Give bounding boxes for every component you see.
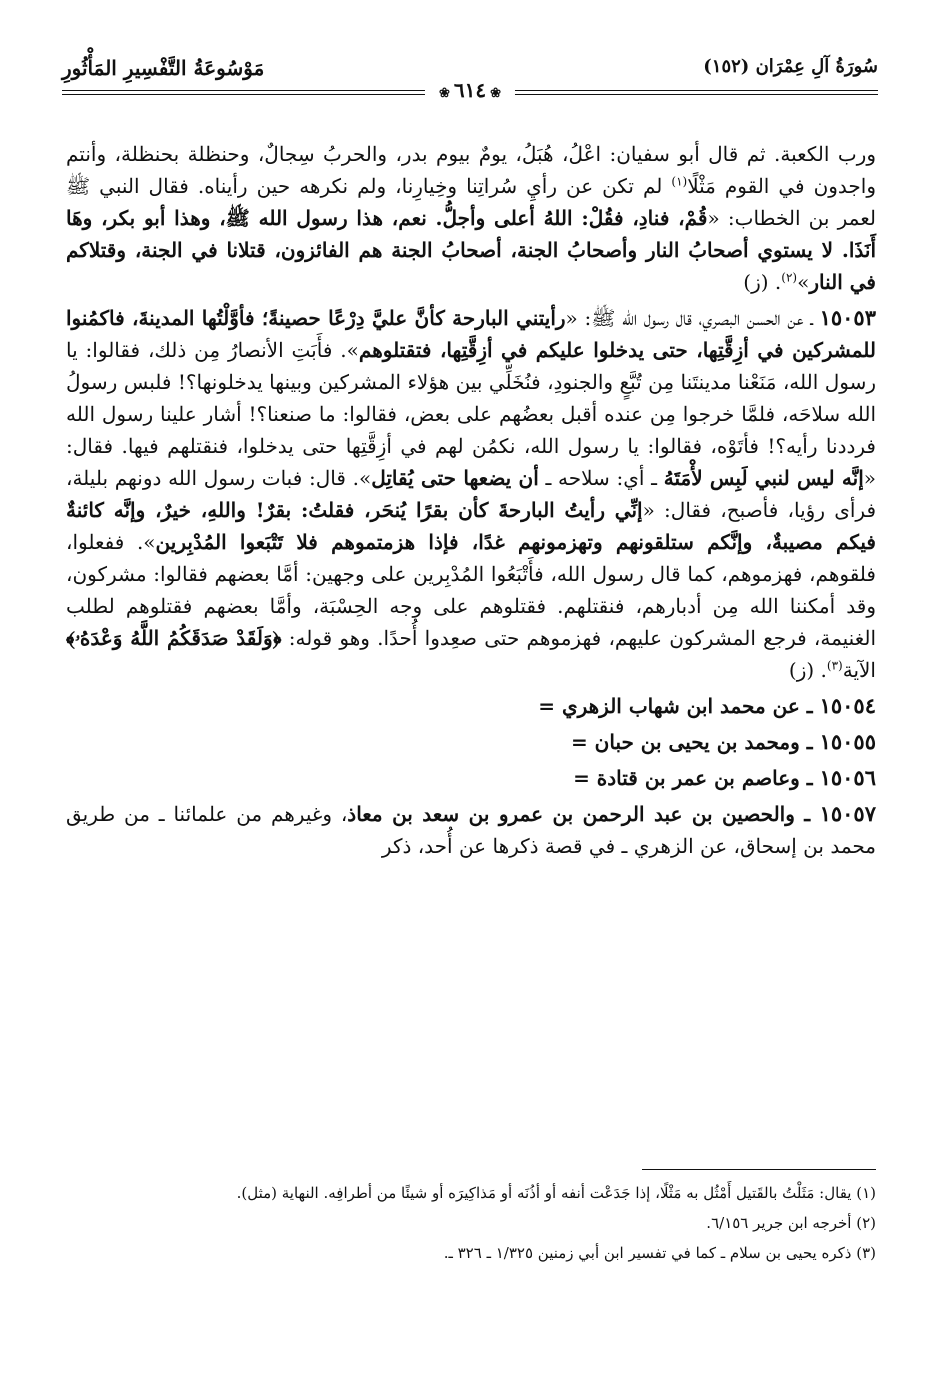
text-run: ورب الكعبة. ثم قال أبو سفيان: اعْلُ، هُبَلُ، يومٌ بيوم بدر، والحربُ سِجالٌ، وحنظلة بحنظلة، وأنتم واجدون في القوم مَثْلًا (66, 142, 877, 198)
hadith-text: رأيتني البارحة كأنَّ عليَّ دِرْعًا حصينةً؛ فأوَّلْتُها المدينةَ، فاكمُنوا للمشركين في أزِقَّتِها، حتى يدخلوا عليكم في أزِقَّتِها، فتقتلوهم (66, 306, 877, 362)
text-run: ، وغيرهم من علمائنا ـ من طريق محمد بن إسحاق، عن الزهري ـ في قصة ذكرها عن أُحد، ذكر (66, 802, 876, 858)
text-run: . (ز) (743, 270, 782, 294)
narration-number: ١٥٠٥٧ (819, 801, 876, 826)
narration-15056 (66, 762, 876, 794)
footnotes (66, 1180, 876, 1270)
narration-number: ١٥٠٥٦ (819, 765, 876, 790)
narration-number: ١٥٠٥٣ (819, 305, 876, 330)
text-run: الآية (842, 658, 876, 682)
text-run: لم تكن عن رأيِ سُراتِنا وخِيارِنا، ولم نكرهه حين رأيناه. فقال النبي ﷺ لعمر بن الخطاب: « (66, 174, 876, 230)
footnote-2: (٢) أخرجه ابن جرير ٦/١٥٦. (706, 1214, 876, 1232)
footnote-ref[interactable]: (٣) (826, 658, 843, 673)
narration-15057 (66, 798, 876, 862)
hadith-text: قُمْ، فنادِ، فقُلْ: اللهُ أعلى وأجلُّ. نعم، هذا رسول الله ﷺ، وهذا أبو بكر، وهَا أَنَذَا. لا يستوي أصحابُ النار وأصحابُ الجنة، أصحابُ الجنة هم الفائزون، قتلانا في الجنة، وقتلاكم في النار (66, 206, 876, 294)
text-run: » (797, 270, 810, 294)
text-run: ». ففعلوا، فلقوهم، فهزموهم، كما قال رسول الله، فأَتْبَعُوا المُدْبِرين على وجهين: أمَّا بعضهم فقالوا: مشركون، وقد أمكننا الله مِن أدبارهم، فنقتلهم. فقتلوهم على وجه الحِسْبَة، وأمَّا بعضهم فقتلوهم لطلب الغنيمة، فرجع المشركون عليهم، فهزموهم حتى صعِدوا أُحدًا. وهو قوله: (66, 530, 877, 650)
narrator-chain: ـ ومحمد بن يحيى بن حبان = (570, 730, 820, 754)
narration-number: ١٥٠٥٥ (819, 729, 876, 754)
narrator-chain: ـ وعاصم بن عمر بن قتادة = (573, 766, 820, 790)
book-title: مَوْسُوعَةُ التَّفْسِيرِ المَأْثُورِ (62, 56, 265, 80)
ornament-icon: ❀ (438, 86, 450, 101)
paragraph-continuation (66, 138, 876, 298)
narration-number: ١٥٠٥٤ (819, 693, 876, 718)
narrator-chain: ـ والحصين بن عبد الرحمن بن عمرو بن سعد بن معاذ (347, 802, 820, 826)
footnote-1: (١) يقال: مَثَلْتُ بالقَتيل أَمْثُل به مَثْلًا، إذا جَدَعْت أنفه أو أذُنَه أو مَذاكِيرَه أو شيئًا من أطرافِه. النهاية (مثل). (236, 1184, 876, 1202)
surah-title: سُورَةُ آلِ عِمْرَان (١٥٢) (703, 56, 878, 77)
ornament-icon: ❀ (490, 86, 502, 101)
narration-15055 (66, 726, 876, 758)
narration-15054 (66, 690, 876, 722)
hadith-text: إنِّي رأيتُ البارحةَ كأن بقرًا يُنحَر، فقلتُ: بقرٌ! واللهِ، خيرٌ، وإنَّه كائنةٌ فيكم مصيبةٌ، وإنَّكم ستلقونهم وتهزمونهم غدًا، فإذا هزمتموهم فلا تَتْبَعوا المُدْبِرين (66, 498, 876, 554)
hadith-text: أن يضعها حتى يُقاتِل (371, 466, 539, 490)
quran-quote: ﴿وَلَقَدْ صَدَقَكُمُ اللَّهُ وَعْدَهُۥ﴾ (66, 626, 282, 650)
text-run: ـ عن الحسن البصري، قال رسول الله ﷺ: « (565, 306, 820, 330)
page-number-box (425, 78, 515, 102)
text-run: ـ أي: سلاحه ـ (538, 466, 664, 490)
narration-15053 (66, 302, 876, 686)
footnote-ref[interactable]: (١) (671, 174, 688, 189)
page-header (62, 56, 878, 116)
footnote-divider (642, 1169, 876, 1170)
main-text (66, 138, 876, 866)
text-run: ». قال: فبات رسول الله دونهم بليلة، فرأى رؤيا، فأصبح، فقال: « (66, 466, 877, 522)
narrator-chain: ـ عن محمد ابن شهاب الزهري = (538, 694, 820, 718)
text-run: . (ز) (788, 658, 827, 682)
footnote-ref[interactable]: (٢) (781, 270, 798, 285)
page-number: ٦١٤ (453, 78, 487, 102)
hadith-text: إنَّه ليس لنبي لَبِس لأْمَتَهُ (663, 466, 864, 490)
text-run: ». فأَبَتِ الأنصارُ مِن ذلك، فقالوا: يا رسول الله، مَنَعْنا مدينتَنا مِن تُبَّعٍ والجنودِ، فنُخَلِّي بين هؤلاء المشركين وبينها يدخلونها؟! فلبس رسولُ الله سلاحَه، فلمَّا خرجوا مِن عنده أقبل بعضُهم على بعض، فقالوا: ما صنعنا؟! أشار علينا رسول الله فرددنا رأيه؟! فأتَوْه، فقالوا: يا رسول الله، نكمُن لهم في أزِقَّتِها حتى يدخلوا، فنقتلهم فيها. فقال: « (66, 338, 877, 490)
footnote-3: (٣) ذكره يحيى بن سلام ـ كما في تفسير ابن أبي زمنين ١/٣٢٥ ـ ٣٢٦ ـ. (443, 1244, 876, 1262)
